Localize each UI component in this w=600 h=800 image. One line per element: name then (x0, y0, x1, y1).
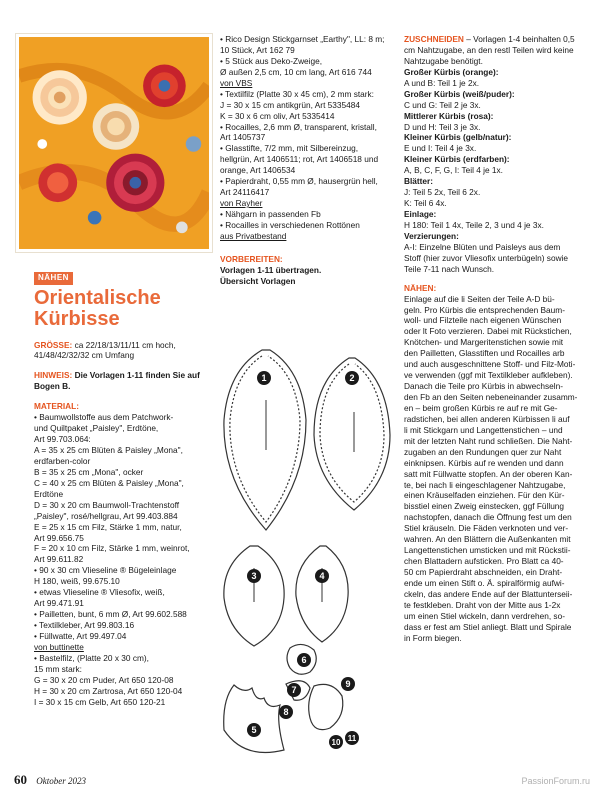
material-line: orange, Art 1406534 (220, 165, 296, 176)
material-line: Art 99.611.82 (34, 554, 84, 565)
template-number: 4 (319, 571, 325, 581)
naehen-line: mit der letzten Naht rund schließen. Die Naht- (404, 435, 573, 446)
material-line: hellgrün, Art 1406511; rot, Art 1406518 und (220, 154, 379, 165)
naehen-section (404, 283, 586, 644)
template-number: 11 (347, 734, 357, 743)
material-line: • Glasstifte, 7/2 mm, mit Silbereinzug, (220, 143, 359, 154)
naehen-line: satt mit Füllwatte stopfen. An der oberen Kan- (404, 468, 573, 479)
material-line: F = 20 x 10 cm Filz, Stärke 1 mm, weinrot, (34, 543, 190, 554)
groesse-label: GRÖSSE: (34, 339, 73, 350)
naehen-line: zugaben an den Rundungen quer zur Naht (404, 446, 562, 457)
template-number: 5 (251, 725, 257, 735)
template-badge-5 (247, 723, 261, 737)
naehen-line: te, bei nach li eingeschlagener Nahtzugabe, (404, 479, 566, 490)
zuschneiden-line: Kleiner Kürbis (gelb/natur): (404, 132, 512, 143)
naehen-line: in Form biegen. (404, 632, 462, 643)
template-badge-2 (345, 371, 359, 385)
template-badge-3 (247, 569, 261, 583)
material-line: erdfarben-color (34, 455, 91, 466)
material-line: 10 Stück, Art 162 79 (220, 44, 295, 55)
material-line: • Papierdraht, 0,55 mm Ø, hausergrün hell, (220, 176, 378, 187)
naehen-line: den Pailletten, Glasstiften und Rocailles arb (404, 348, 565, 359)
naehen-line: Danach die Teile pro Kürbis in abwechseln- (404, 381, 563, 392)
naehen-line: radstichen, bei allen anderen Kürbissen li auf (404, 413, 570, 424)
page-number: 60 (14, 772, 27, 787)
naehen-label: NÄHEN: (404, 282, 437, 293)
project-photo (16, 34, 212, 252)
naehen-line: te festkleben. Draht von der Mitte aus 1-2x (404, 599, 561, 610)
zuschneiden-line: Verzierungen: (404, 230, 459, 241)
template-shapes (214, 340, 394, 780)
material-line: „Paisley", rosé/hellgrau, Art 99.403.884 (34, 510, 178, 521)
zuschneiden-line: A, B, C, F, G, I: Teil 4 je 1x. (404, 165, 503, 176)
watermark: PassionForum.ru (521, 776, 590, 786)
material-line: • 90 x 30 cm Vlieseline ® Bügeleinlage (34, 565, 177, 576)
issue-month: Oktober 2023 (36, 776, 86, 786)
material-line: C = 40 x 25 cm Blüten & Paisley „Mona", (34, 477, 184, 488)
naehen-line: Langettenstichen umsticken und mit Rückstii- (404, 545, 571, 556)
template-number: 8 (283, 707, 289, 717)
template-number: 1 (261, 373, 267, 383)
vorbereiten-line: Vorlagen 1-11 übertragen. (220, 264, 322, 275)
embroidered-flowers-image (19, 37, 209, 249)
zuschneiden-line: K: Teil 6 4x. (404, 198, 447, 209)
material-line: • Textilfilz (Platte 30 x 45 cm), 2 mm stark: (220, 88, 374, 99)
instructions-column (404, 34, 586, 652)
naehen-line: Einlage auf die li Seiten der Teile A-D bü- (404, 293, 555, 304)
zuschneiden-section (404, 34, 586, 275)
zuschneiden-line: Mittlerer Kürbis (rosa): (404, 110, 494, 121)
page-footer (14, 772, 86, 788)
material-line: B = 35 x 25 cm „Mona", ocker (34, 466, 144, 477)
template-badge-10 (329, 735, 343, 749)
material-line: Art 24116417 (220, 187, 270, 198)
naehen-line: einen Kräuselfaden einziehen. Für den Kür- (404, 490, 565, 501)
naehen-line: Knötchen- und Margeritenstichen sowie mit (404, 337, 564, 348)
naehen-line: dass er fest am Stiel anliegt. Blatt und Spirale (404, 621, 572, 632)
material-line: H 180, weiß, 99.675.10 (34, 576, 120, 587)
naehen-line: wahren. An den Blättern die Außenkanten mit (404, 534, 571, 545)
hinweis-label: HINWEIS: (34, 370, 73, 381)
material-line: • 5 Stück aus Deko-Zweige, (220, 55, 323, 66)
material-line: Art 99.471.91 (34, 598, 84, 609)
material-list-1 (34, 412, 216, 707)
zuschneiden-line: Kleiner Kürbis (erdfarben): (404, 154, 510, 165)
title-line-2: Kürbisse (34, 307, 120, 330)
naehen-line: Stiel kräuseln. Die Fäden verknoten und ver- (404, 523, 569, 534)
template-5-shape (224, 685, 284, 753)
supplier-vbs: von VBS (220, 77, 253, 88)
template-badge-6 (297, 653, 311, 667)
material-line: • Füllwatte, Art 99.497.04 (34, 630, 127, 641)
material-line: Art 1405737 (220, 132, 266, 143)
zuschneiden-intro: – Vorlagen 1-4 beinhalten 0,5 cm Nahtzugabe, an den restl Teilen wird keine Nahtzugabe benötigt. (404, 34, 575, 66)
naehen-line: en – beim großen Kürbis re auf re mit Ge- (404, 402, 558, 413)
template-badge-4 (315, 569, 329, 583)
intro-column (34, 272, 216, 708)
template-number: 2 (349, 373, 355, 383)
zuschneiden-label: ZUSCHNEIDEN (404, 34, 464, 44)
naehen-line: 50 cm Papierdraht abschneiden, ein Draht- (404, 567, 563, 577)
material-line: • Rocailles, 2,6 mm Ø, transparent, kristall, (220, 121, 377, 132)
material-line: Art 99.656.75 (34, 532, 84, 543)
material-line: • Rico Design Stickgarnset „Earthy", LL: 8 m; (220, 34, 385, 44)
zuschneiden-line: D und H: Teil 3 je 3x. (404, 121, 481, 132)
template-number: 6 (301, 655, 307, 665)
template-number: 9 (345, 679, 351, 689)
section-tag: NÄHEN (34, 272, 73, 285)
naehen-line: einknipsen. Kürbis auf re wenden und dann (404, 457, 564, 468)
template-badge-9 (341, 677, 355, 691)
template-overview (214, 340, 394, 780)
material-line: • Pailletten, bunt, 6 mm Ø, Art 99.602.588 (34, 609, 187, 620)
material-column-2 (220, 34, 390, 287)
groesse-paragraph (34, 340, 216, 362)
naehen-line: und auch ausgeschnittene Stoff- und Filz-Moti- (404, 359, 576, 370)
template-11-shape (309, 684, 343, 729)
vorbereiten-line: Übersicht Vorlagen (220, 275, 296, 286)
groesse-text: ca 22/18/13/11/11 cm hoch, 41/48/42/32/32 cm Umfang (34, 339, 176, 361)
naehen-line: ve verwenden (ggf mit Textilkleber aufkleben). (404, 370, 573, 381)
naehen-line: woll- und Filzteile nach eigenen Wünschen (404, 315, 562, 326)
material-line: I = 30 x 15 cm Gelb, Art 650 120-21 (34, 696, 166, 707)
material-line: und Quiltpaket „Paisley", Erdtöne, (34, 423, 159, 434)
zuschneiden-line: Großer Kürbis (weiß/puder): (404, 88, 515, 99)
naehen-line: geln. Pro Kürbis die entsprechenden Baum- (404, 304, 565, 315)
zuschneiden-line: J: Teil 5 2x, Teil 6 2x. (404, 187, 481, 198)
material-line: Erdtöne (34, 488, 64, 499)
material-line: aus Privatbestand (220, 230, 287, 241)
naehen-line: li mit Stickgarn und Langettenstichen – und (404, 424, 563, 435)
material-line: E = 25 x 15 cm Filz, Stärke 1 mm, natur, (34, 521, 182, 532)
material-line: H = 30 x 20 cm Zartrosa, Art 650 120-04 (34, 685, 183, 696)
hinweis-text: Die Vorlagen 1-11 finden Sie auf Bogen B. (34, 370, 200, 392)
material-line: • Bastelfilz, (Platte 20 x 30 cm), (34, 652, 149, 663)
material-line: J = 30 x 15 cm antikgrün, Art 5335484 (220, 99, 360, 110)
naehen-line: um einen Stiel wickeln, dann verdrehen, so- (404, 610, 565, 621)
zuschneiden-line: A und B: Teil 1 je 2x. (404, 77, 480, 88)
zuschneiden-line: H 180: Teil 1 4x, Teile 2, 3 und 4 je 3x. (404, 219, 544, 230)
material-line: • Rocailles in verschiedenen Rottönen (220, 219, 360, 230)
zuschneiden-line: Blätter: (404, 176, 434, 187)
naehen-line: bisstiel einen Zweig einstecken, ggf Füllung (404, 501, 565, 512)
template-badge-11 (345, 731, 359, 745)
naehen-line: nachstopfen, danach die Öffnung fest um den (404, 512, 572, 523)
article-title (34, 288, 216, 330)
naehen-line: oder lt Foto verzieren. Dabei mit Rückstichen, (404, 326, 572, 337)
template-badge-8 (279, 705, 293, 719)
material-line: • Nähgarn in passenden Fb (220, 209, 321, 219)
material-line: Ø außen 2,5 cm, 10 cm lang, Art 616 744 (220, 66, 372, 77)
zuschneiden-line: Stoff (hier zuvor Vliesofix unterbügeln) sowie (404, 252, 569, 263)
naehen-line: chen Blattadern aufsticken. Pro Blatt ca 40- (404, 556, 564, 567)
vorbereiten-label: VORBEREITEN: (220, 253, 283, 264)
vorbereiten-section (220, 254, 390, 287)
template-badge-7 (287, 683, 301, 697)
hinweis-paragraph (34, 370, 216, 392)
zuschneiden-line: Großer Kürbis (orange): (404, 66, 499, 77)
naehen-line: den Fb an den Seiten nebeneinander zusamm- (404, 392, 578, 402)
zuschneiden-line: C und G: Teil 2 je 3x. (404, 99, 481, 110)
material-line: • Baumwollstoffe aus dem Patchwork- (34, 412, 174, 423)
zuschneiden-line: E und I: Teil 4 je 3x. (404, 143, 477, 154)
material-label: MATERIAL: (34, 401, 80, 412)
template-number: 10 (331, 738, 341, 747)
zuschneiden-line: Einlage: (404, 209, 437, 219)
template-number: 3 (251, 571, 257, 581)
supplier-buttinette: von buttinette (34, 641, 84, 652)
title-line-1: Orientalische (34, 286, 161, 309)
template-badge-1 (257, 371, 271, 385)
material-line: D = 30 x 20 cm Baumwoll-Trachtenstoff (34, 499, 180, 510)
material-line: K = 30 x 6 cm oliv, Art 5335414 (220, 110, 335, 121)
material-line: A = 35 x 25 cm Blüten & Paisley „Mona", (34, 445, 183, 456)
naehen-line: ende um einen Stift o. Ä. spiralförmig aufwi- (404, 577, 565, 588)
supplier-rayher: von Rayher (220, 198, 263, 209)
material-line: • etwas Vlieseline ® Vliesofix, weiß, (34, 587, 165, 598)
template-number: 7 (291, 685, 297, 695)
material-line: • Textilkleber, Art 99.803.16 (34, 620, 135, 631)
zuschneiden-line: A-I: Einzelne Blüten und Paisleys aus dem (404, 241, 561, 252)
material-line: Art 99.703.064: (34, 434, 91, 445)
zuschneiden-line: Teile 7-11 nach Wunsch. (404, 263, 495, 274)
material-line: G = 30 x 20 cm Puder, Art 650 120-08 (34, 674, 174, 685)
naehen-line: ckeln, das andere Ende auf der Blattunterseii- (404, 588, 573, 599)
material-line: 15 mm stark: (34, 663, 82, 674)
